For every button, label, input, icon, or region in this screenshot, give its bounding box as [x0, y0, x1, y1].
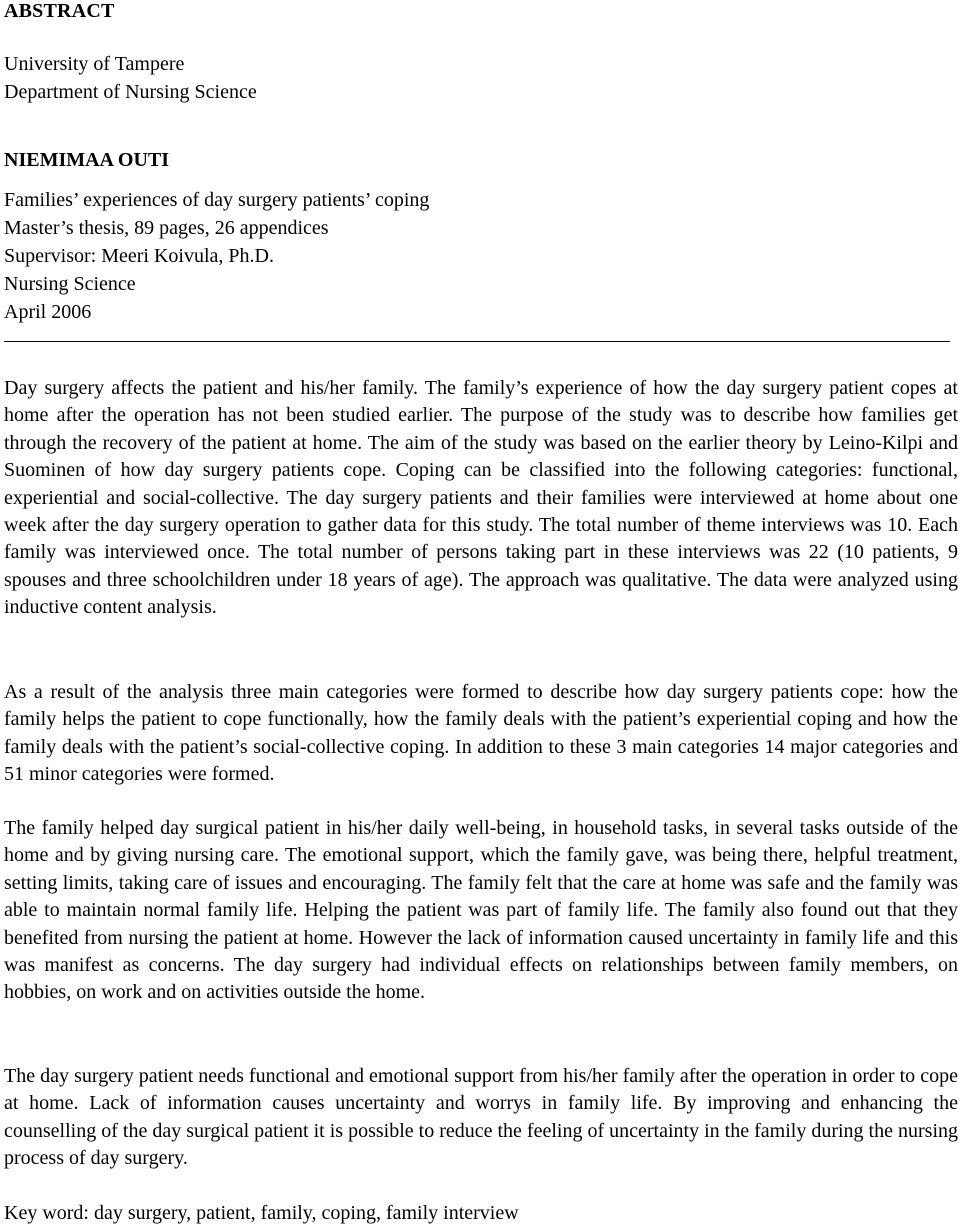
- thesis-supervisor: Supervisor: Meeri Koivula, Ph.D.: [4, 245, 274, 267]
- thesis-details: Master’s thesis, 89 pages, 26 appendices: [4, 217, 329, 239]
- department-name: Department of Nursing Science: [4, 81, 257, 103]
- thesis-meta-block: [4, 186, 429, 326]
- thesis-subject: Nursing Science: [4, 273, 136, 295]
- thesis-title: Families’ experiences of day surgery patients’ coping: [4, 189, 430, 211]
- abstract-paragraph-2: As a result of the analysis three main categories were formed to describe how day surgery patients cope: how the family helps the patient to cope functionally, how the family deals with the patient’s experiential coping and how the family deals with the patient’s social-collective coping. In addition to these 3 main categories 14 major categories and 51 minor categories were formed.: [4, 681, 958, 786]
- institution-block: [4, 50, 257, 106]
- abstract-page: [4, 0, 958, 1224]
- author-name: NIEMIMAA OUTI: [4, 149, 170, 171]
- keywords-line: Key word: day surgery, patient, family, coping, family interview: [4, 1202, 519, 1224]
- abstract-paragraph-3: The family helped day surgical patient in his/her daily well-being, in household tasks, in several tasks outside of the home and by giving nursing care. The emotional support, which the family gave, was being there, helpful treatment, setting limits, taking care of issues and encouraging. The family felt that the care at home was safe and the family was able to maintain normal family life. Helping the patient was part of family life. The family also found out that they benefited from nursing the patient at home. However the lack of information caused uncertainty in family life and this was manifest as concerns. The day surgery had individual effects on relationships between family members, on hobbies, on work and on activities outside the home.: [4, 817, 958, 1004]
- abstract-paragraph-4: The day surgery patient needs functional and emotional support from his/her family after the operation in order to cope at home. Lack of information causes uncertainty and worrys in family life. By improving and enhancing the counselling of the day surgical patient it is possible to reduce the feeling of uncertainty in the family during the nursing process of day surgery.: [4, 1065, 958, 1170]
- page-title: ABSTRACT: [4, 0, 115, 22]
- section-divider: [4, 341, 950, 342]
- author-block: [4, 146, 169, 174]
- university-name: University of Tampere: [4, 53, 185, 75]
- abstract-paragraph-1: Day surgery affects the patient and his/her family. The family’s experience of how the day surgery patient copes at home after the operation has not been studied earlier. The purpose of the study was to describe how families get through the recovery of the patient at home. The aim of the study was based on the earlier theory by Leino-Kilpi and Suominen of how day surgery patients cope. Coping can be classified into the following categories: functional, experiential and social-collective. The day surgery patients and their families were interviewed at home about one week after the day surgery operation to gather data for this study. The total number of theme interviews was 10. Each family was interviewed once. The total number of persons taking part in these interviews was 22 (10 patients, 9 spouses and three schoolchildren under 18 years of age). The approach was qualitative. The data were analyzed using inductive content analysis.: [4, 377, 958, 619]
- thesis-date: April 2006: [4, 301, 92, 323]
